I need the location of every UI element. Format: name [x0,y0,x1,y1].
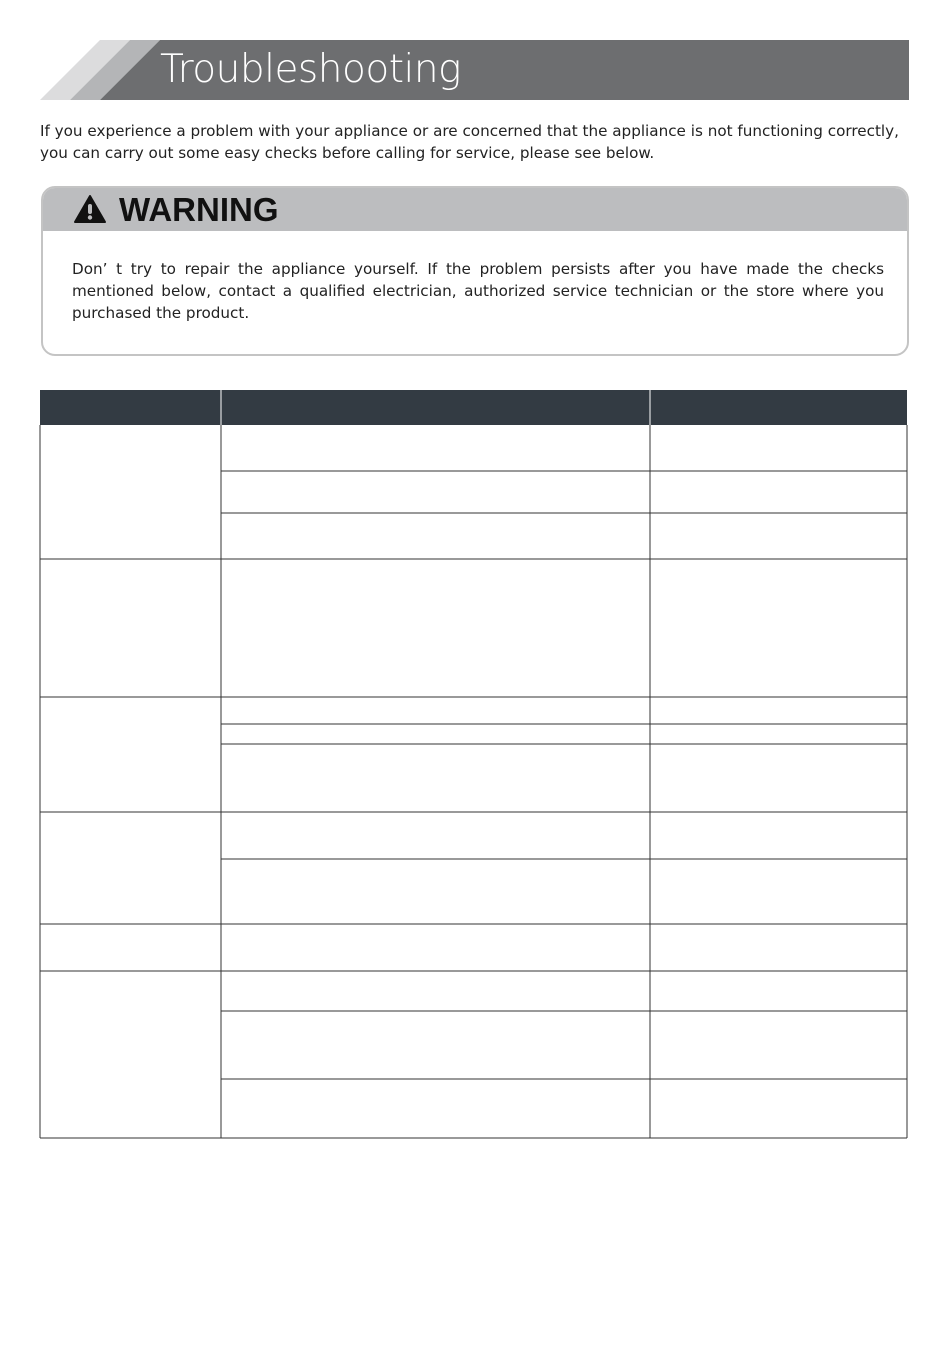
page-title: Troubleshooting [160,47,461,92]
warning-title: WARNING [119,191,279,228]
intro-paragraph: If you experience a problem with your appliance or are concerned that the appliance is not functioning correctly, you can carry out some easy checks before calling for service, please see below. [40,122,899,162]
warning-text: Don’ t try to repair the appliance yourself. If the problem persists after you have made the checks mentioned below, contact a qualified electrician, authorized service technician or the store where you purchased the product. [72,260,884,322]
table-header-row [40,390,907,425]
